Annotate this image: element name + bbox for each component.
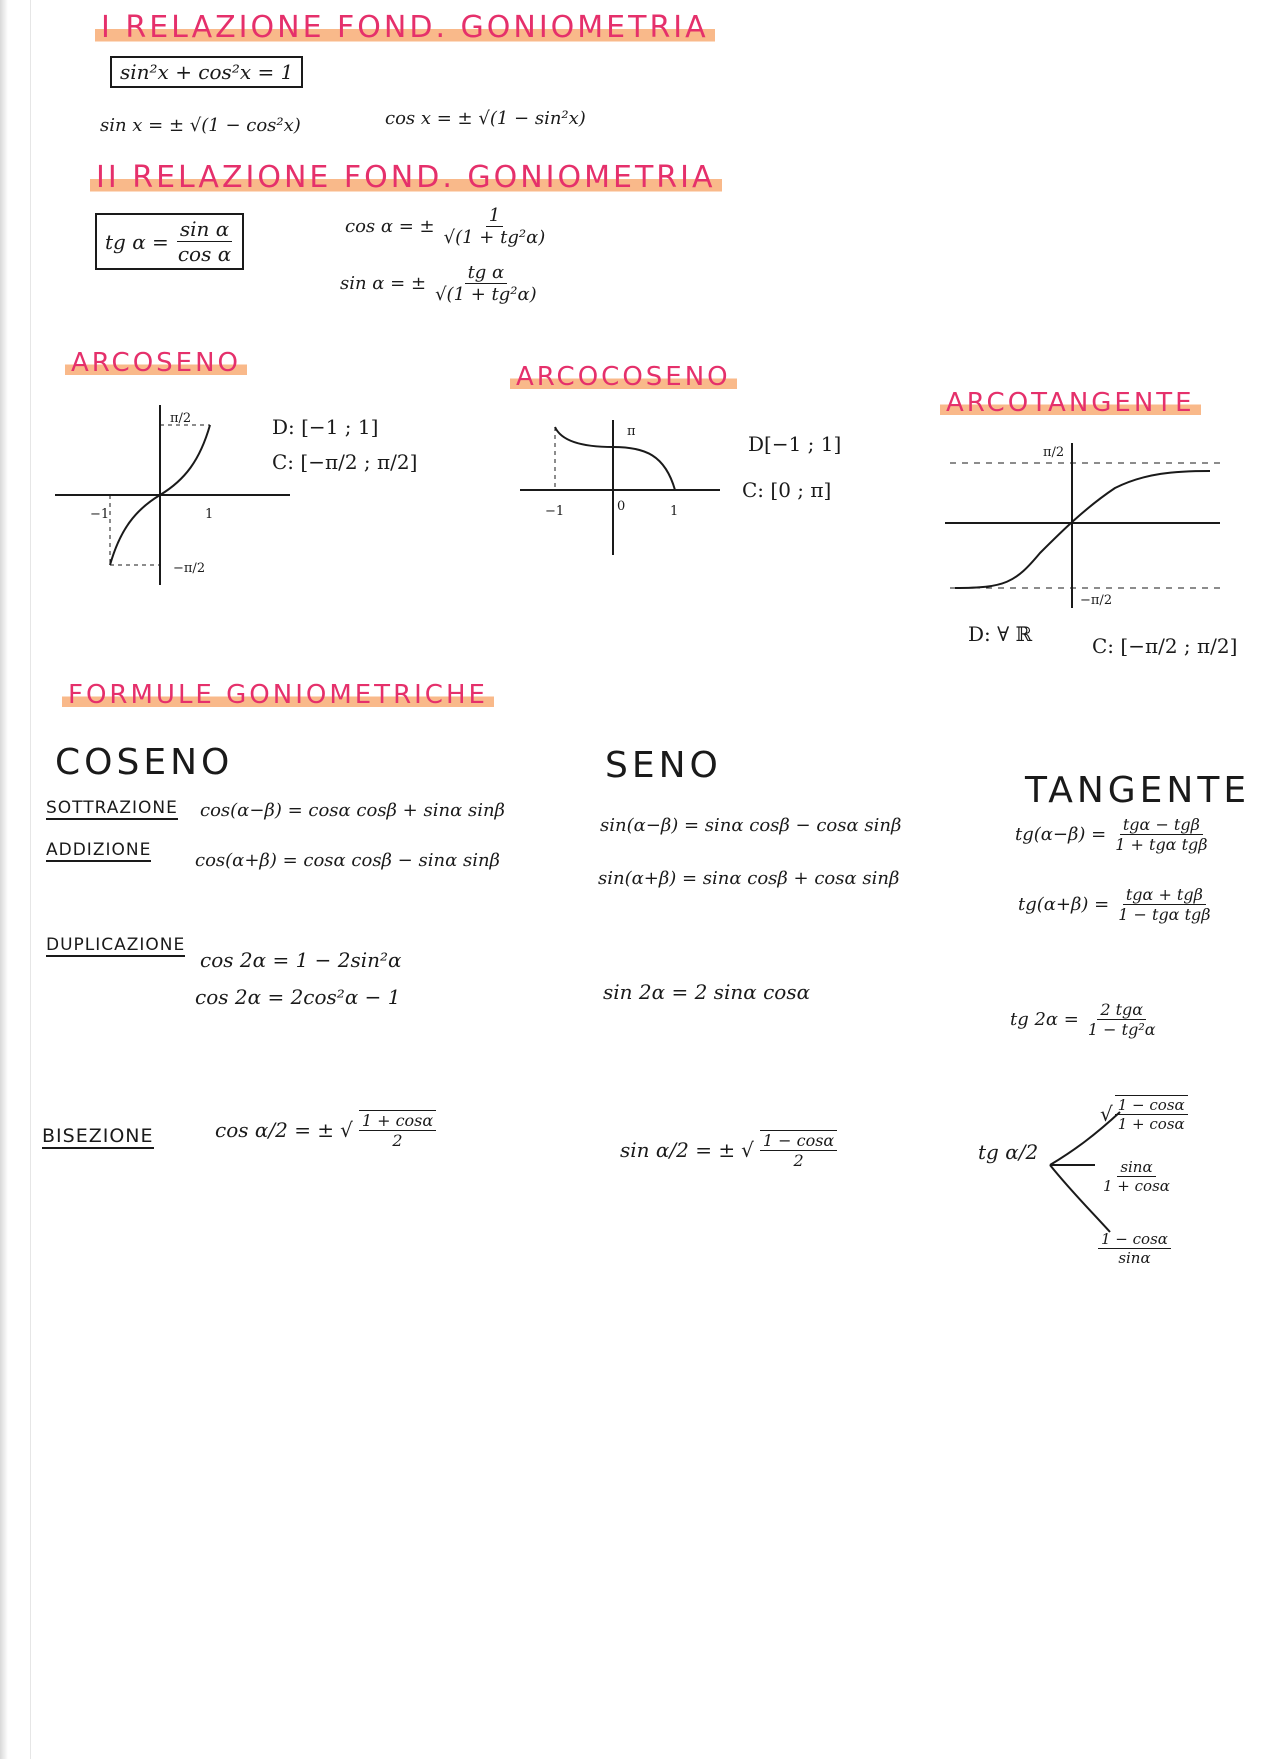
- label-bisezione: BISEZIONE: [42, 1125, 154, 1147]
- arctan-tick-bottom: −π/2: [1080, 593, 1113, 608]
- tg-duplicazione: [1010, 1000, 1159, 1039]
- tg-dup-fraction: [1085, 1000, 1159, 1039]
- tg-bis-opt1-num: 1 − cosα: [1115, 1095, 1188, 1115]
- cos-bis-fraction: [359, 1110, 436, 1150]
- tg-sottrazione: [1015, 815, 1211, 854]
- arccos-tick-left: −1: [545, 504, 565, 519]
- tg-dup-lhs: tg 2α =: [1010, 1009, 1079, 1030]
- cos-addizione: cos(α+β) = cosα cosβ − sinα sinβ: [195, 850, 500, 871]
- page-edge-shadow: [0, 0, 8, 1759]
- sin-sottrazione: sin(α−β) = sinα cosβ − cosα sinβ: [600, 815, 902, 836]
- sqrt-icon: √: [741, 1138, 754, 1162]
- arcsin-tick-top: π/2: [170, 411, 192, 426]
- tg-add-fraction: [1115, 885, 1213, 924]
- tg-addizione: [1018, 885, 1214, 924]
- sin-fraction: [432, 262, 540, 305]
- sin-bis-fraction: [760, 1130, 837, 1170]
- cos-duplicazione-2: cos 2α = 2cos²α − 1: [195, 985, 401, 1009]
- arcsin-tick-right: 1: [205, 507, 214, 522]
- sin-duplicazione: sin 2α = 2 sinα cosα: [603, 980, 811, 1004]
- sin-bisezione: [620, 1130, 837, 1170]
- section1-cos-formula: cos x = ± √(1 − sin²x): [385, 108, 586, 129]
- tg-num: sin α: [177, 217, 232, 242]
- cos-sottrazione: cos(α−β) = cosα cosβ + sinα sinβ: [200, 800, 505, 821]
- section2-title: II RELAZIONE FOND. GONIOMETRIA: [90, 160, 722, 195]
- section2-tg-formula: [95, 213, 244, 270]
- label-duplicazione: DUPLICAZIONE: [46, 935, 186, 955]
- section1-sin-formula: sin x = ± √(1 − cos²x): [100, 115, 301, 136]
- arccos-curve: [555, 427, 675, 490]
- tg-add-den: 1 − tgα tgβ: [1118, 905, 1211, 924]
- arcsin-graph: [55, 400, 295, 590]
- cos-num: 1: [486, 205, 503, 227]
- section2-cos-formula: [345, 205, 548, 248]
- arccos-tick-origin: 0: [617, 499, 626, 514]
- cos-bis-num: 1 + cosα: [359, 1110, 436, 1131]
- arctan-graph: [945, 438, 1225, 613]
- arcsin-tick-left: −1: [90, 507, 110, 522]
- arctan-codomain: C: [−π/2 ; π/2]: [1092, 634, 1238, 658]
- sin-bis-num: 1 − cosα: [760, 1130, 837, 1151]
- tangente-heading: TANGENTE: [1025, 770, 1251, 811]
- tg-bis-option-3: [1098, 1230, 1171, 1267]
- formule-title: FORMULE GONIOMETRICHE: [62, 680, 494, 710]
- tg-dup-num: 2 tgα: [1097, 1000, 1146, 1020]
- tg-sub-lhs: tg(α−β) =: [1015, 824, 1107, 845]
- arcsin-title: ARCOSENO: [65, 348, 247, 378]
- sin-bis-den: 2: [793, 1151, 804, 1170]
- tg-bis-option-2: [1100, 1158, 1173, 1195]
- tg-bis-option-1: [1100, 1095, 1188, 1133]
- label-sottrazione: SOTTRAZIONE: [46, 798, 178, 818]
- arctan-title: ARCOTANGENTE: [940, 388, 1201, 418]
- tg-bis-opt3-den: sinα: [1118, 1249, 1151, 1267]
- arccos-graph: [515, 415, 725, 560]
- tg-bis-opt1-den: 1 + cosα: [1117, 1115, 1185, 1133]
- section1-title: I RELAZIONE FOND. GONIOMETRIA: [95, 10, 715, 45]
- sin-den: √(1 + tg²α): [435, 284, 537, 305]
- coseno-heading: COSENO: [55, 742, 234, 783]
- arcsin-codomain: C: [−π/2 ; π/2]: [272, 450, 418, 474]
- sqrt-icon: √: [340, 1118, 353, 1142]
- arctan-domain: D: ∀ ℝ: [968, 622, 1033, 646]
- arctan-curve: [955, 471, 1210, 588]
- cos-duplicazione-1: cos 2α = 1 − 2sin²α: [200, 948, 402, 972]
- arctan-tick-top: π/2: [1043, 445, 1065, 460]
- tg-add-num: tgα + tgβ: [1123, 885, 1206, 905]
- section2-sin-formula: [340, 262, 540, 305]
- sin-lhs: sin α = ±: [340, 273, 427, 294]
- tg-sub-den: 1 + tgα tgβ: [1115, 835, 1208, 854]
- arccos-tick-top: π: [627, 424, 636, 439]
- tg-bis-opt2-fraction: [1100, 1158, 1173, 1195]
- tg-bis-opt1-fraction: [1115, 1095, 1188, 1133]
- sin-addizione: sin(α+β) = sinα cosβ + cosα sinβ: [598, 868, 900, 889]
- cos-den: √(1 + tg²α): [443, 227, 546, 248]
- seno-heading: SENO: [605, 745, 722, 786]
- arccos-domain: D[−1 ; 1]: [748, 432, 842, 456]
- tg-bis-opt3-fraction: [1098, 1230, 1171, 1267]
- arccos-title: ARCOCOSENO: [510, 362, 737, 392]
- tg-bis-opt2-num: sinα: [1117, 1158, 1155, 1177]
- arccos-codomain: C: [0 ; π]: [742, 478, 832, 502]
- section1-main-formula: sin²x + cos²x = 1: [110, 60, 303, 84]
- cos-fraction: [441, 205, 549, 248]
- tg-bis-opt3-num: 1 − cosα: [1098, 1230, 1171, 1249]
- cos-lhs: cos α = ±: [345, 216, 435, 237]
- page-edge-line: [30, 0, 31, 1759]
- label-addizione: ADDIZIONE: [46, 840, 152, 860]
- sqrt-icon: √: [1100, 1102, 1113, 1126]
- tg-bis-opt2-den: 1 + cosα: [1103, 1177, 1170, 1195]
- arccos-tick-right: 1: [670, 504, 679, 519]
- cos-bis-lhs: cos α/2 = ±: [215, 1118, 335, 1142]
- tg-sub-fraction: [1112, 815, 1210, 854]
- tg-sub-num: tgα − tgβ: [1120, 815, 1203, 835]
- tg-bisezione-lhs: tg α/2: [978, 1140, 1039, 1164]
- arcsin-tick-bottom: −π/2: [173, 561, 206, 576]
- tg-add-lhs: tg(α+β) =: [1018, 894, 1110, 915]
- sin-num: tg α: [465, 262, 508, 284]
- sin-bis-lhs: sin α/2 = ±: [620, 1138, 736, 1162]
- cos-bis-den: 2: [392, 1131, 403, 1150]
- tg-lhs: tg α =: [105, 229, 169, 254]
- cos-bisezione: [215, 1110, 436, 1150]
- arcsin-domain: D: [−1 ; 1]: [272, 415, 379, 439]
- tg-den: cos α: [177, 242, 232, 266]
- tg-fraction: [175, 217, 234, 266]
- tg-dup-den: 1 − tg²α: [1087, 1020, 1156, 1039]
